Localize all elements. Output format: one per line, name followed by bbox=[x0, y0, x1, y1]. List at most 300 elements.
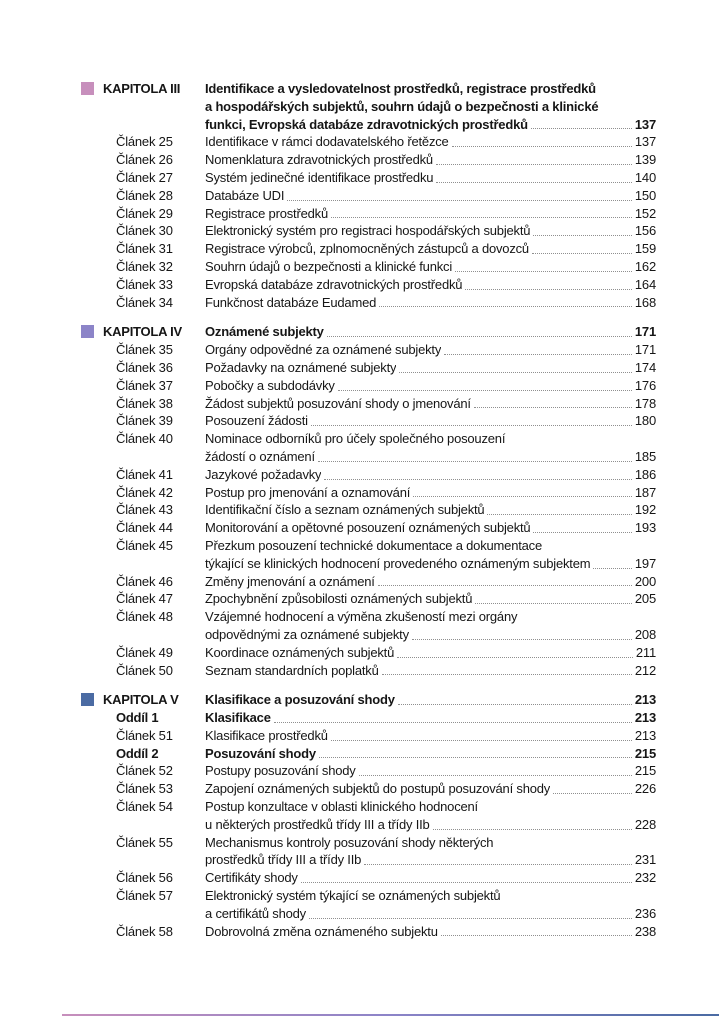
entry-line bbox=[205, 133, 656, 151]
entry-title: Žádost subjektů posuzování shody o jmenování bbox=[205, 395, 471, 411]
dotted-leader bbox=[531, 128, 632, 129]
entry-line bbox=[205, 555, 656, 573]
entry-label: Článek 53 bbox=[116, 781, 173, 797]
entry-label: Článek 29 bbox=[116, 205, 173, 221]
entry-label: Článek 27 bbox=[116, 169, 173, 185]
entry-text-cell bbox=[205, 276, 656, 294]
entry-text-cell bbox=[205, 169, 656, 187]
entry-label: Článek 40 bbox=[116, 431, 173, 447]
entry-text-cell bbox=[205, 923, 656, 941]
entry-title: Jazykové požadavky bbox=[205, 466, 322, 482]
page-number: 231 bbox=[634, 852, 656, 868]
entry-title: Pobočky a subdodávky bbox=[205, 377, 335, 393]
page-number: 139 bbox=[634, 152, 656, 168]
entry-line bbox=[205, 537, 656, 555]
dotted-leader bbox=[444, 354, 632, 355]
page-number: 185 bbox=[634, 448, 656, 464]
entry-title: Oznámené subjekty bbox=[205, 324, 324, 340]
entry-label: Článek 55 bbox=[116, 834, 173, 850]
dotted-leader bbox=[331, 740, 632, 741]
entry-label-cell bbox=[81, 395, 205, 413]
entry-line bbox=[205, 294, 656, 312]
entry-title: odpovědnými za oznámené subjekty bbox=[205, 626, 409, 642]
entry-text-cell bbox=[205, 80, 656, 133]
chapter-marker-square-icon bbox=[81, 82, 94, 95]
dotted-leader bbox=[378, 585, 632, 586]
entry-label-cell bbox=[81, 341, 205, 359]
entry-line bbox=[205, 276, 656, 294]
entry-label: Článek 42 bbox=[116, 484, 173, 500]
entry-label-cell bbox=[81, 377, 205, 395]
article-row bbox=[81, 133, 656, 151]
entry-label: Článek 25 bbox=[116, 134, 173, 150]
entry-label-cell bbox=[81, 205, 205, 223]
article-row bbox=[81, 169, 656, 187]
entry-text-cell bbox=[205, 395, 656, 413]
entry-label: Oddíl 2 bbox=[116, 745, 159, 761]
entry-title: Databáze UDI bbox=[205, 187, 285, 203]
dotted-leader bbox=[364, 864, 632, 865]
page-number: 174 bbox=[634, 359, 656, 375]
entry-text-cell bbox=[205, 519, 656, 537]
article-row bbox=[81, 573, 656, 591]
page-number: 213 bbox=[634, 692, 656, 708]
entry-title: Zapojení oznámených subjektů do postupů posuzování shody bbox=[205, 781, 551, 797]
entry-title: Seznam standardních poplatků bbox=[205, 662, 379, 678]
entry-label: Článek 51 bbox=[116, 727, 173, 743]
page-number: 212 bbox=[634, 662, 656, 678]
dotted-leader bbox=[475, 603, 632, 604]
entry-line bbox=[205, 484, 656, 502]
entry-text-cell bbox=[205, 205, 656, 223]
entry-label-cell bbox=[81, 590, 205, 608]
page-number: 171 bbox=[634, 342, 656, 358]
entry-label: Článek 38 bbox=[116, 395, 173, 411]
entry-line bbox=[205, 834, 656, 852]
entry-label-cell bbox=[81, 869, 205, 887]
entry-line bbox=[205, 395, 656, 413]
page-number: 213 bbox=[634, 727, 656, 743]
entry-label-cell bbox=[81, 537, 205, 555]
entry-line bbox=[205, 662, 656, 680]
page-number: 150 bbox=[634, 187, 656, 203]
entry-title: Systém jedinečné identifikace prostředku bbox=[205, 169, 434, 185]
entry-text-cell bbox=[205, 887, 656, 923]
article-row bbox=[81, 341, 656, 359]
entry-line bbox=[205, 323, 656, 341]
entry-label-cell bbox=[81, 80, 205, 98]
entry-label: Článek 43 bbox=[116, 502, 173, 518]
entry-title: a certifikátů shody bbox=[205, 905, 306, 921]
entry-title: prostředků třídy III a třídy IIb bbox=[205, 852, 362, 868]
entry-line bbox=[205, 762, 656, 780]
article-row bbox=[81, 240, 656, 258]
page-number: 187 bbox=[634, 484, 656, 500]
entry-title: a hospodářských subjektů, souhrn údajů o bezpečnosti a klinické bbox=[205, 98, 599, 114]
dotted-leader bbox=[465, 289, 632, 290]
entry-text-cell bbox=[205, 590, 656, 608]
article-row bbox=[81, 222, 656, 240]
dotted-leader bbox=[412, 639, 632, 640]
entry-title: funkci, Evropská databáze zdravotnických prostředků bbox=[205, 116, 528, 132]
entry-text-cell bbox=[205, 834, 656, 870]
entry-label: Článek 58 bbox=[116, 923, 173, 939]
article-row bbox=[81, 151, 656, 169]
entry-label: Článek 44 bbox=[116, 520, 173, 536]
page-number: 162 bbox=[634, 258, 656, 274]
chapter-marker-square-icon bbox=[81, 693, 94, 706]
article-row bbox=[81, 762, 656, 780]
dotted-leader bbox=[441, 935, 632, 936]
entry-title: Nomenklatura zdravotnických prostředků bbox=[205, 152, 433, 168]
entry-title: Dobrovolná změna oznámeného subjektu bbox=[205, 923, 438, 939]
dotted-leader bbox=[327, 336, 632, 337]
entry-title: Požadavky na oznámené subjekty bbox=[205, 359, 397, 375]
entry-text-cell bbox=[205, 258, 656, 276]
entry-label: Článek 33 bbox=[116, 276, 173, 292]
entry-label: Článek 37 bbox=[116, 377, 173, 393]
page-number: 168 bbox=[634, 294, 656, 310]
entry-line bbox=[205, 887, 656, 905]
dotted-leader bbox=[487, 514, 631, 515]
entry-label: Článek 41 bbox=[116, 466, 173, 482]
entry-line bbox=[205, 590, 656, 608]
entry-label: Článek 31 bbox=[116, 241, 173, 257]
entry-line bbox=[205, 798, 656, 816]
entry-title: Identifikace v rámci dodavatelského řetězce bbox=[205, 134, 449, 150]
article-row bbox=[81, 359, 656, 377]
entry-title: Certifikáty shody bbox=[205, 870, 298, 886]
entry-label-cell bbox=[81, 133, 205, 151]
entry-line bbox=[205, 780, 656, 798]
entry-text-cell bbox=[205, 869, 656, 887]
page-number: 180 bbox=[634, 413, 656, 429]
entry-label-cell bbox=[81, 727, 205, 745]
entry-text-cell bbox=[205, 644, 656, 662]
entry-title: Postupy posuzování shody bbox=[205, 763, 356, 779]
dotted-leader bbox=[436, 182, 632, 183]
entry-line bbox=[205, 608, 656, 626]
page-number: 152 bbox=[634, 205, 656, 221]
entry-label-cell bbox=[81, 222, 205, 240]
entry-title: Nominace odborníků pro účely společného posouzení bbox=[205, 431, 506, 447]
page-number: 192 bbox=[634, 502, 656, 518]
entry-text-cell bbox=[205, 662, 656, 680]
page-number: 232 bbox=[634, 870, 656, 886]
entry-text-cell bbox=[205, 762, 656, 780]
article-row bbox=[81, 590, 656, 608]
dotted-leader bbox=[309, 918, 632, 919]
page-number: 238 bbox=[634, 923, 656, 939]
article-row bbox=[81, 644, 656, 662]
dotted-leader bbox=[474, 407, 632, 408]
entry-label-cell bbox=[81, 484, 205, 502]
entry-title: Monitorování a opětovné posouzení oznámených subjektů bbox=[205, 520, 531, 536]
entry-label-cell bbox=[81, 430, 205, 448]
chapter-row bbox=[81, 691, 656, 709]
entry-title: Změny jmenování a oznámení bbox=[205, 573, 375, 589]
entry-label-cell bbox=[81, 887, 205, 905]
entry-label-cell bbox=[81, 608, 205, 626]
entry-line bbox=[205, 923, 656, 941]
entry-label-cell bbox=[81, 762, 205, 780]
article-row bbox=[81, 430, 656, 466]
entry-text-cell bbox=[205, 240, 656, 258]
entry-label-cell bbox=[81, 412, 205, 430]
article-row bbox=[81, 395, 656, 413]
entry-label: Článek 50 bbox=[116, 662, 173, 678]
entry-text-cell bbox=[205, 608, 656, 644]
entry-title: Postup konzultace v oblasti klinického hodnocení bbox=[205, 799, 478, 815]
dotted-leader bbox=[593, 568, 632, 569]
entry-title: Orgány odpovědné za oznámené subjekty bbox=[205, 342, 442, 358]
entry-title: Mechanismus kontroly posuzování shody některých bbox=[205, 834, 494, 850]
dotted-leader bbox=[436, 164, 632, 165]
entry-text-cell bbox=[205, 341, 656, 359]
dotted-leader bbox=[413, 496, 632, 497]
article-row bbox=[81, 501, 656, 519]
article-row bbox=[81, 834, 656, 870]
entry-text-cell bbox=[205, 377, 656, 395]
entry-text-cell bbox=[205, 412, 656, 430]
entry-title: Identifikace a vysledovatelnost prostředků, registrace prostředků bbox=[205, 81, 596, 96]
dotted-leader bbox=[331, 217, 632, 218]
entry-title: Postup pro jmenování a oznamování bbox=[205, 484, 411, 500]
chapter-row bbox=[81, 80, 656, 133]
page-number: 140 bbox=[634, 169, 656, 185]
article-row bbox=[81, 727, 656, 745]
entry-line bbox=[205, 851, 656, 869]
entry-label: Článek 32 bbox=[116, 258, 173, 274]
entry-line bbox=[205, 745, 656, 763]
entry-title: Klasifikace a posuzování shody bbox=[205, 692, 395, 708]
entry-label-cell bbox=[81, 169, 205, 187]
entry-title: Evropská databáze zdravotnických prostředků bbox=[205, 276, 463, 292]
entry-text-cell bbox=[205, 537, 656, 573]
entry-title: Vzájemné hodnocení a výměna zkušeností mezi orgány bbox=[205, 609, 518, 625]
entry-line bbox=[205, 466, 656, 484]
toc-section bbox=[81, 691, 656, 940]
entry-line bbox=[205, 644, 656, 662]
dotted-leader bbox=[533, 532, 631, 533]
entry-text-cell bbox=[205, 501, 656, 519]
page-number: 178 bbox=[634, 395, 656, 411]
entry-line bbox=[205, 377, 656, 395]
entry-label: Článek 52 bbox=[116, 763, 173, 779]
entry-label: Článek 36 bbox=[116, 359, 173, 375]
dotted-leader bbox=[379, 306, 632, 307]
entry-label: Článek 34 bbox=[116, 294, 173, 310]
entry-label-cell bbox=[81, 240, 205, 258]
article-row bbox=[81, 519, 656, 537]
page-number: 215 bbox=[634, 763, 656, 779]
entry-label-cell bbox=[81, 323, 205, 341]
entry-title: Zpochybnění způsobilosti oznámených subjektů bbox=[205, 591, 473, 607]
entry-label-cell bbox=[81, 709, 205, 727]
article-row bbox=[81, 923, 656, 941]
entry-line bbox=[205, 626, 656, 644]
dotted-leader bbox=[301, 882, 632, 883]
entry-text-cell bbox=[205, 727, 656, 745]
page-number: 205 bbox=[634, 591, 656, 607]
entry-label-cell bbox=[81, 780, 205, 798]
page-number: 215 bbox=[634, 745, 656, 761]
entry-label-cell bbox=[81, 798, 205, 816]
entry-label: KAPITOLA III bbox=[103, 81, 181, 96]
dotted-leader bbox=[553, 793, 632, 794]
article-row bbox=[81, 537, 656, 573]
entry-line bbox=[205, 430, 656, 448]
entry-label-cell bbox=[81, 151, 205, 169]
page-number: 211 bbox=[635, 644, 656, 660]
entry-line bbox=[205, 501, 656, 519]
dotted-leader bbox=[433, 829, 632, 830]
entry-label-cell bbox=[81, 662, 205, 680]
entry-text-cell bbox=[205, 798, 656, 834]
entry-label-cell bbox=[81, 466, 205, 484]
entry-label: Článek 35 bbox=[116, 342, 173, 358]
dotted-leader bbox=[397, 657, 633, 658]
entry-text-cell bbox=[205, 484, 656, 502]
page-number: 186 bbox=[634, 466, 656, 482]
chapter-marker-square-icon bbox=[81, 325, 94, 338]
article-row bbox=[81, 276, 656, 294]
page-number: 197 bbox=[634, 555, 656, 571]
entry-text-cell bbox=[205, 359, 656, 377]
entry-label: Článek 26 bbox=[116, 152, 173, 168]
entry-title: žádostí o oznámení bbox=[205, 448, 315, 464]
entry-title: Posouzení žádosti bbox=[205, 413, 308, 429]
chapter-row bbox=[81, 323, 656, 341]
entry-label: KAPITOLA V bbox=[103, 692, 179, 708]
article-row bbox=[81, 662, 656, 680]
entry-text-cell bbox=[205, 573, 656, 591]
entry-label-cell bbox=[81, 501, 205, 519]
entry-title: Registrace výrobců, zplnomocněných zástupců a dovozců bbox=[205, 241, 529, 257]
page-number: 137 bbox=[634, 116, 656, 132]
article-row bbox=[81, 780, 656, 798]
entry-label: Článek 47 bbox=[116, 591, 173, 607]
page-number: 208 bbox=[634, 626, 656, 642]
entry-label-cell bbox=[81, 745, 205, 763]
entry-label: Článek 49 bbox=[116, 644, 173, 660]
entry-label-cell bbox=[81, 691, 205, 709]
entry-title: Funkčnost databáze Eudamed bbox=[205, 294, 377, 310]
page-number: 176 bbox=[634, 377, 656, 393]
entry-text-cell bbox=[205, 780, 656, 798]
page-number: 137 bbox=[634, 134, 656, 150]
entry-title: Posuzování shody bbox=[205, 745, 316, 761]
entry-line bbox=[205, 727, 656, 745]
entry-line bbox=[205, 205, 656, 223]
entry-label-cell bbox=[81, 294, 205, 312]
entry-text-cell bbox=[205, 133, 656, 151]
dotted-leader bbox=[533, 235, 632, 236]
toc-section bbox=[81, 323, 656, 679]
footer-gradient-rule bbox=[62, 1014, 719, 1016]
entry-line bbox=[205, 448, 656, 466]
entry-label-cell bbox=[81, 519, 205, 537]
page-number: 193 bbox=[634, 520, 656, 536]
page-number: 171 bbox=[634, 324, 656, 340]
page-number: 213 bbox=[634, 710, 656, 726]
article-row bbox=[81, 377, 656, 395]
entry-text-cell bbox=[205, 151, 656, 169]
entry-label: Článek 57 bbox=[116, 888, 173, 904]
section-heading-row bbox=[81, 709, 656, 727]
entry-label: Článek 45 bbox=[116, 537, 173, 553]
entry-label-cell bbox=[81, 923, 205, 941]
article-row bbox=[81, 187, 656, 205]
entry-title: týkající se klinických hodnocení provedeného oznámeným subjektem bbox=[205, 555, 591, 571]
entry-line bbox=[205, 116, 656, 134]
entry-line bbox=[205, 359, 656, 377]
dotted-leader bbox=[287, 200, 632, 201]
article-row bbox=[81, 466, 656, 484]
entry-title: u některých prostředků třídy III a třídy IIb bbox=[205, 816, 430, 832]
entry-line bbox=[205, 519, 656, 537]
entry-text-cell bbox=[205, 430, 656, 466]
entry-label: Článek 30 bbox=[116, 223, 173, 239]
dotted-leader bbox=[382, 674, 632, 675]
entry-label: Článek 54 bbox=[116, 799, 173, 815]
entry-line bbox=[205, 573, 656, 591]
entry-line bbox=[205, 98, 656, 116]
entry-label-cell bbox=[81, 834, 205, 852]
dotted-leader bbox=[532, 253, 632, 254]
page-number: 236 bbox=[634, 905, 656, 921]
entry-label-cell bbox=[81, 359, 205, 377]
entry-title: Koordinace oznámených subjektů bbox=[205, 644, 395, 660]
entry-title: Identifikační číslo a seznam oznámených subjektů bbox=[205, 502, 485, 518]
entry-line bbox=[205, 240, 656, 258]
entry-text-cell bbox=[205, 222, 656, 240]
dotted-leader bbox=[319, 757, 632, 758]
entry-line bbox=[205, 169, 656, 187]
entry-text-cell bbox=[205, 466, 656, 484]
article-row bbox=[81, 608, 656, 644]
page-number: 164 bbox=[634, 276, 656, 292]
entry-label: KAPITOLA IV bbox=[103, 324, 182, 340]
entry-line bbox=[205, 869, 656, 887]
dotted-leader bbox=[452, 146, 632, 147]
article-row bbox=[81, 205, 656, 223]
entry-label-cell bbox=[81, 573, 205, 591]
entry-title: Klasifikace prostředků bbox=[205, 727, 328, 743]
entry-label-cell bbox=[81, 187, 205, 205]
dotted-leader bbox=[324, 479, 632, 480]
entry-label-cell bbox=[81, 258, 205, 276]
article-row bbox=[81, 412, 656, 430]
entry-label: Oddíl 1 bbox=[116, 710, 159, 726]
entry-label: Článek 28 bbox=[116, 187, 173, 203]
entry-text-cell bbox=[205, 745, 656, 763]
entry-line bbox=[205, 80, 656, 98]
entry-line bbox=[205, 691, 656, 709]
entry-text-cell bbox=[205, 323, 656, 341]
entry-title: Registrace prostředků bbox=[205, 205, 328, 221]
dotted-leader bbox=[398, 704, 632, 705]
page-number: 226 bbox=[634, 781, 656, 797]
article-row bbox=[81, 869, 656, 887]
dotted-leader bbox=[318, 461, 632, 462]
article-row bbox=[81, 258, 656, 276]
entry-label: Článek 56 bbox=[116, 870, 173, 886]
entry-line bbox=[205, 222, 656, 240]
entry-text-cell bbox=[205, 691, 656, 709]
article-row bbox=[81, 294, 656, 312]
entry-title: Elektronický systém pro registraci hospodářských subjektů bbox=[205, 223, 531, 239]
